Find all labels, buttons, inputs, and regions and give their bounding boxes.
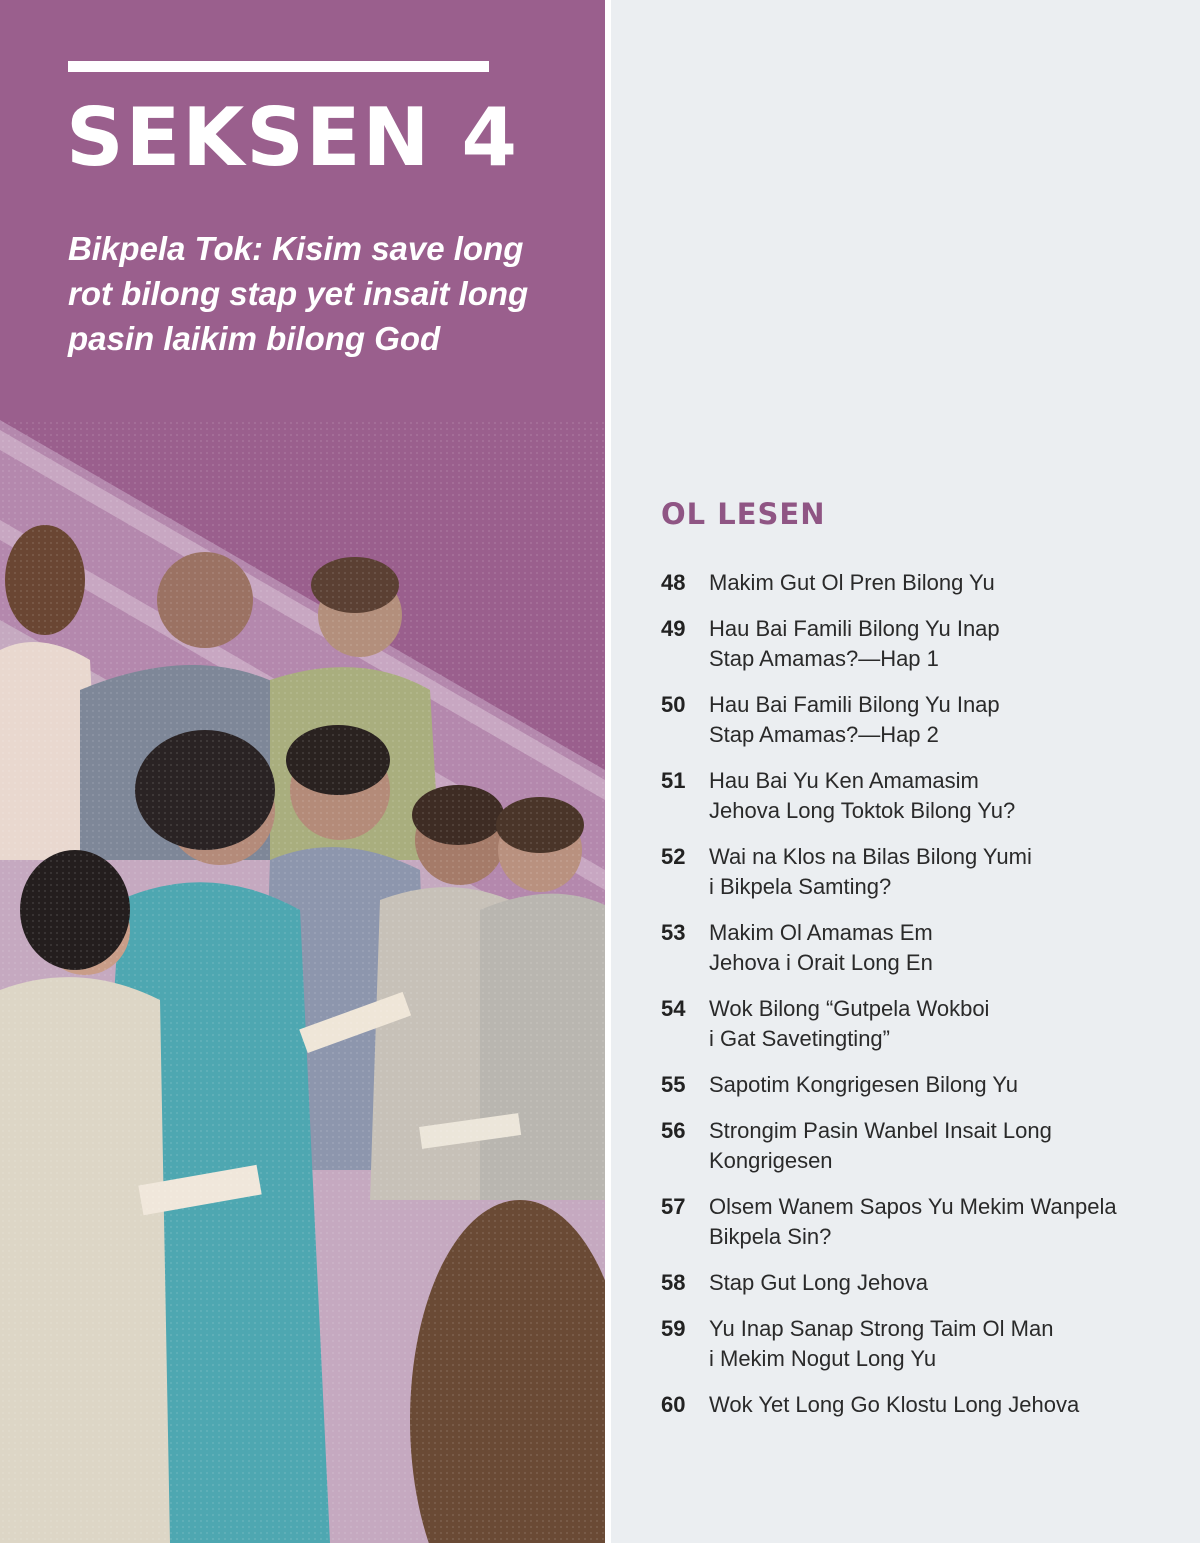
lesson-number: 56 [661, 1118, 686, 1143]
lesson-title: Stap Gut Long Jehova [709, 1270, 928, 1295]
lesson-number: 52 [661, 844, 686, 869]
lesson-title: Wok Yet Long Go Klostu Long Jehova [709, 1392, 1080, 1417]
lesson-item[interactable] [661, 842, 1181, 902]
lesson-title: Wai na Klos na Bilas Bilong Yumi i Bikpela Samting? [709, 844, 1032, 899]
lesson-title: Hau Bai Famili Bilong Yu Inap Stap Amamas?—Hap 2 [709, 692, 1000, 747]
lesson-item[interactable] [661, 1192, 1181, 1252]
lessons-panel [611, 0, 1200, 1543]
lesson-number: 58 [661, 1270, 686, 1295]
lesson-item[interactable] [661, 690, 1181, 750]
lesson-number: 57 [661, 1194, 686, 1219]
lesson-number: 60 [661, 1392, 686, 1417]
lesson-item[interactable] [661, 994, 1181, 1054]
lessons-heading: OL LESEN [661, 497, 826, 531]
lesson-item[interactable] [661, 1314, 1181, 1374]
lesson-title: Yu Inap Sanap Strong Taim Ol Man i Mekim Nogut Long Yu [709, 1316, 1054, 1371]
lesson-list [661, 568, 1181, 1436]
lesson-number: 53 [661, 920, 686, 945]
lesson-number: 50 [661, 692, 686, 717]
lesson-number: 59 [661, 1316, 686, 1341]
lesson-number: 55 [661, 1072, 686, 1097]
lesson-item[interactable] [661, 1390, 1181, 1420]
lesson-item[interactable] [661, 918, 1181, 978]
lesson-item[interactable] [661, 1116, 1181, 1176]
lesson-title: Hau Bai Yu Ken Amamasim Jehova Long Toktok Bilong Yu? [709, 768, 1016, 823]
top-rule [68, 61, 489, 72]
lesson-number: 49 [661, 616, 686, 641]
lesson-title: Makim Ol Amamas Em Jehova i Orait Long En [709, 920, 933, 975]
lesson-title: Sapotim Kongrigesen Bilong Yu [709, 1072, 1019, 1097]
lesson-item[interactable] [661, 568, 1181, 598]
lesson-item[interactable] [661, 614, 1181, 674]
lesson-item[interactable] [661, 1268, 1181, 1298]
lesson-title: Hau Bai Famili Bilong Yu Inap Stap Amamas?—Hap 1 [709, 616, 1000, 671]
lesson-number: 48 [661, 570, 686, 595]
lesson-number: 51 [661, 768, 686, 793]
lesson-item[interactable] [661, 766, 1181, 826]
lesson-title: Strongim Pasin Wanbel Insait Long Kongrigesen [709, 1118, 1052, 1173]
lesson-number: 54 [661, 996, 686, 1021]
lesson-title: Makim Gut Ol Pren Bilong Yu [709, 570, 995, 595]
lesson-title: Wok Bilong “Gutpela Wokboi i Gat Savetingting” [709, 996, 990, 1051]
section-title: SEKSEN 4 [66, 91, 519, 184]
section-subtitle: Bikpela Tok: Kisim save long rot bilong stap yet insait long pasin laikim bilong God [68, 230, 529, 357]
lesson-item[interactable] [661, 1070, 1181, 1100]
lesson-title: Olsem Wanem Sapos Yu Mekim Wanpela Bikpela Sin? [709, 1194, 1117, 1249]
